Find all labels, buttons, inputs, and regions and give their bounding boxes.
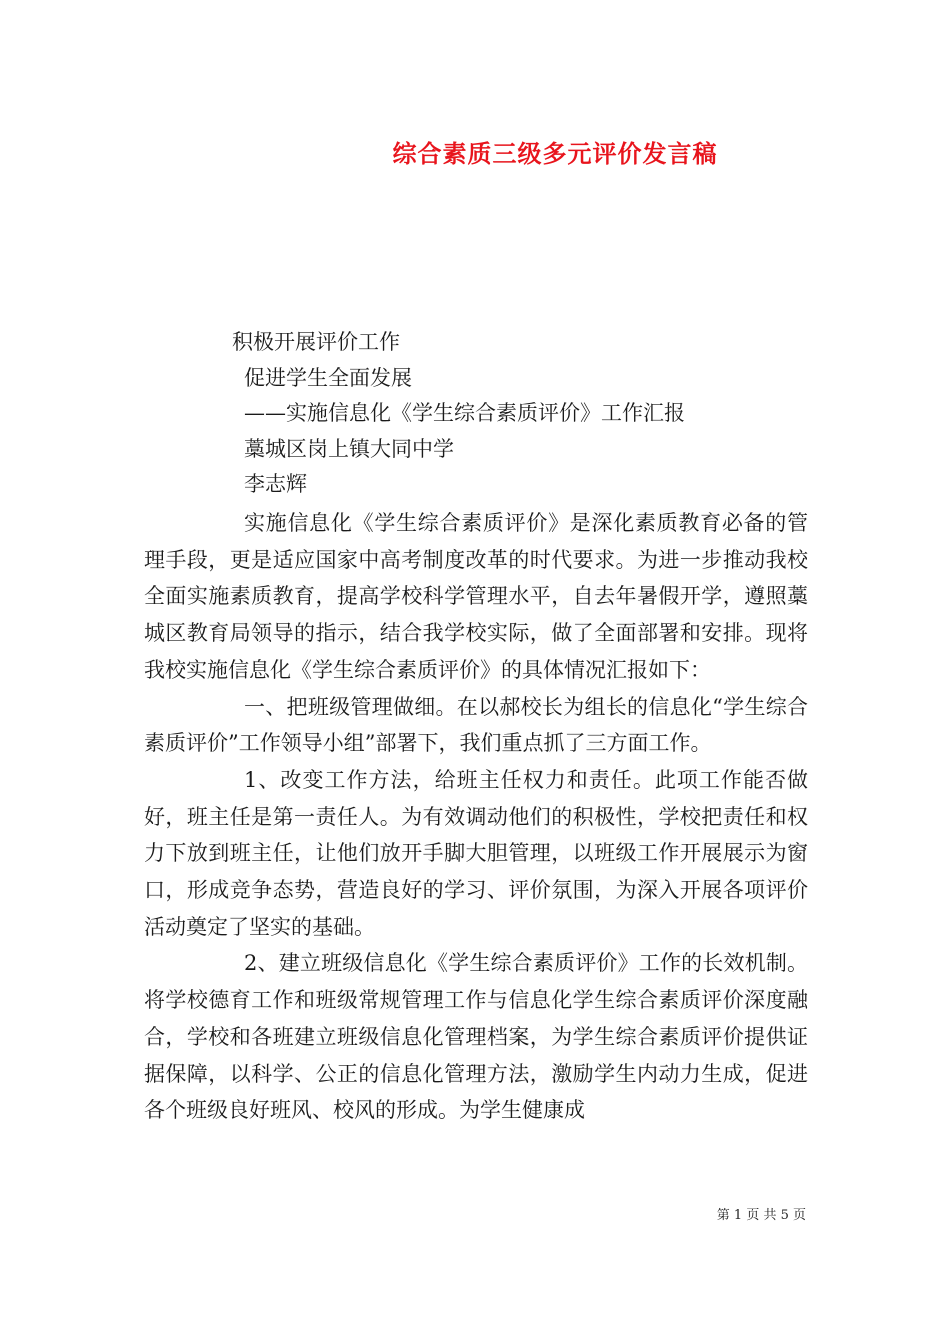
paragraph-item-2: 2、建立班级信息化《学生综合素质评价》工作的长效机制。将学校德育工作和班级常规管理工作与信息化学生综合素质评价深度融合，学校和各班建立班级信息化管理档案，为学生综合素质评价提供证据保障，以科学、公正的信息化管理方法，激励学生内动力生成，促进各个班级良好班风、校风的形成。为学生健康成 — [144, 951, 808, 1123]
paragraph-section-1: 一、把班级管理做细。在以郝校长为组长的信息化“学生综合素质评价”工作领导小组”部署下，我们重点抓了三方面工作。 — [144, 694, 808, 756]
heading-block — [232, 325, 685, 503]
heading-line-3: ——实施信息化《学生综合素质评价》工作汇报 — [244, 401, 685, 425]
paragraph-item-1: 1、改变工作方法，给班主任权力和责任。此项工作能否做好，班主任是第一责任人。为有效调动他们的积极性，学校把责任和权力下放到班主任，让他们放开手脚大胆管理，以班级工作开展展示为窗口，形成竞争态势，营造良好的学习、评价氛围，为深入开展各项评价活动奠定了坚实的基础。 — [144, 767, 808, 939]
heading-line-1: 积极开展评价工作 — [232, 330, 400, 354]
author-name: 李志辉 — [244, 472, 307, 496]
body-text — [144, 505, 808, 1129]
heading-line-4: 藁城区岗上镇大同中学 — [244, 436, 454, 461]
heading-line-2: 促进学生全面发展 — [244, 365, 412, 390]
paragraph-intro: 实施信息化《学生综合素质评价》是深化素质教育必备的管理手段，更是适应国家中高考制度改革的时代要求。为进一步推动我校全面实施素质教育，提高学校科学管理水平，自去年暑假开学，遵照藁城区教育局领导的指示，结合我学校实际，做了全面部署和安排。现将我校实施信息化《学生综合素质评价》的具体情况汇报如下： — [144, 511, 808, 682]
document-title: 综合素质三级多元评价发言稿 — [392, 140, 718, 168]
page-number: 第 1 页 共 5 页 — [716, 1208, 806, 1223]
